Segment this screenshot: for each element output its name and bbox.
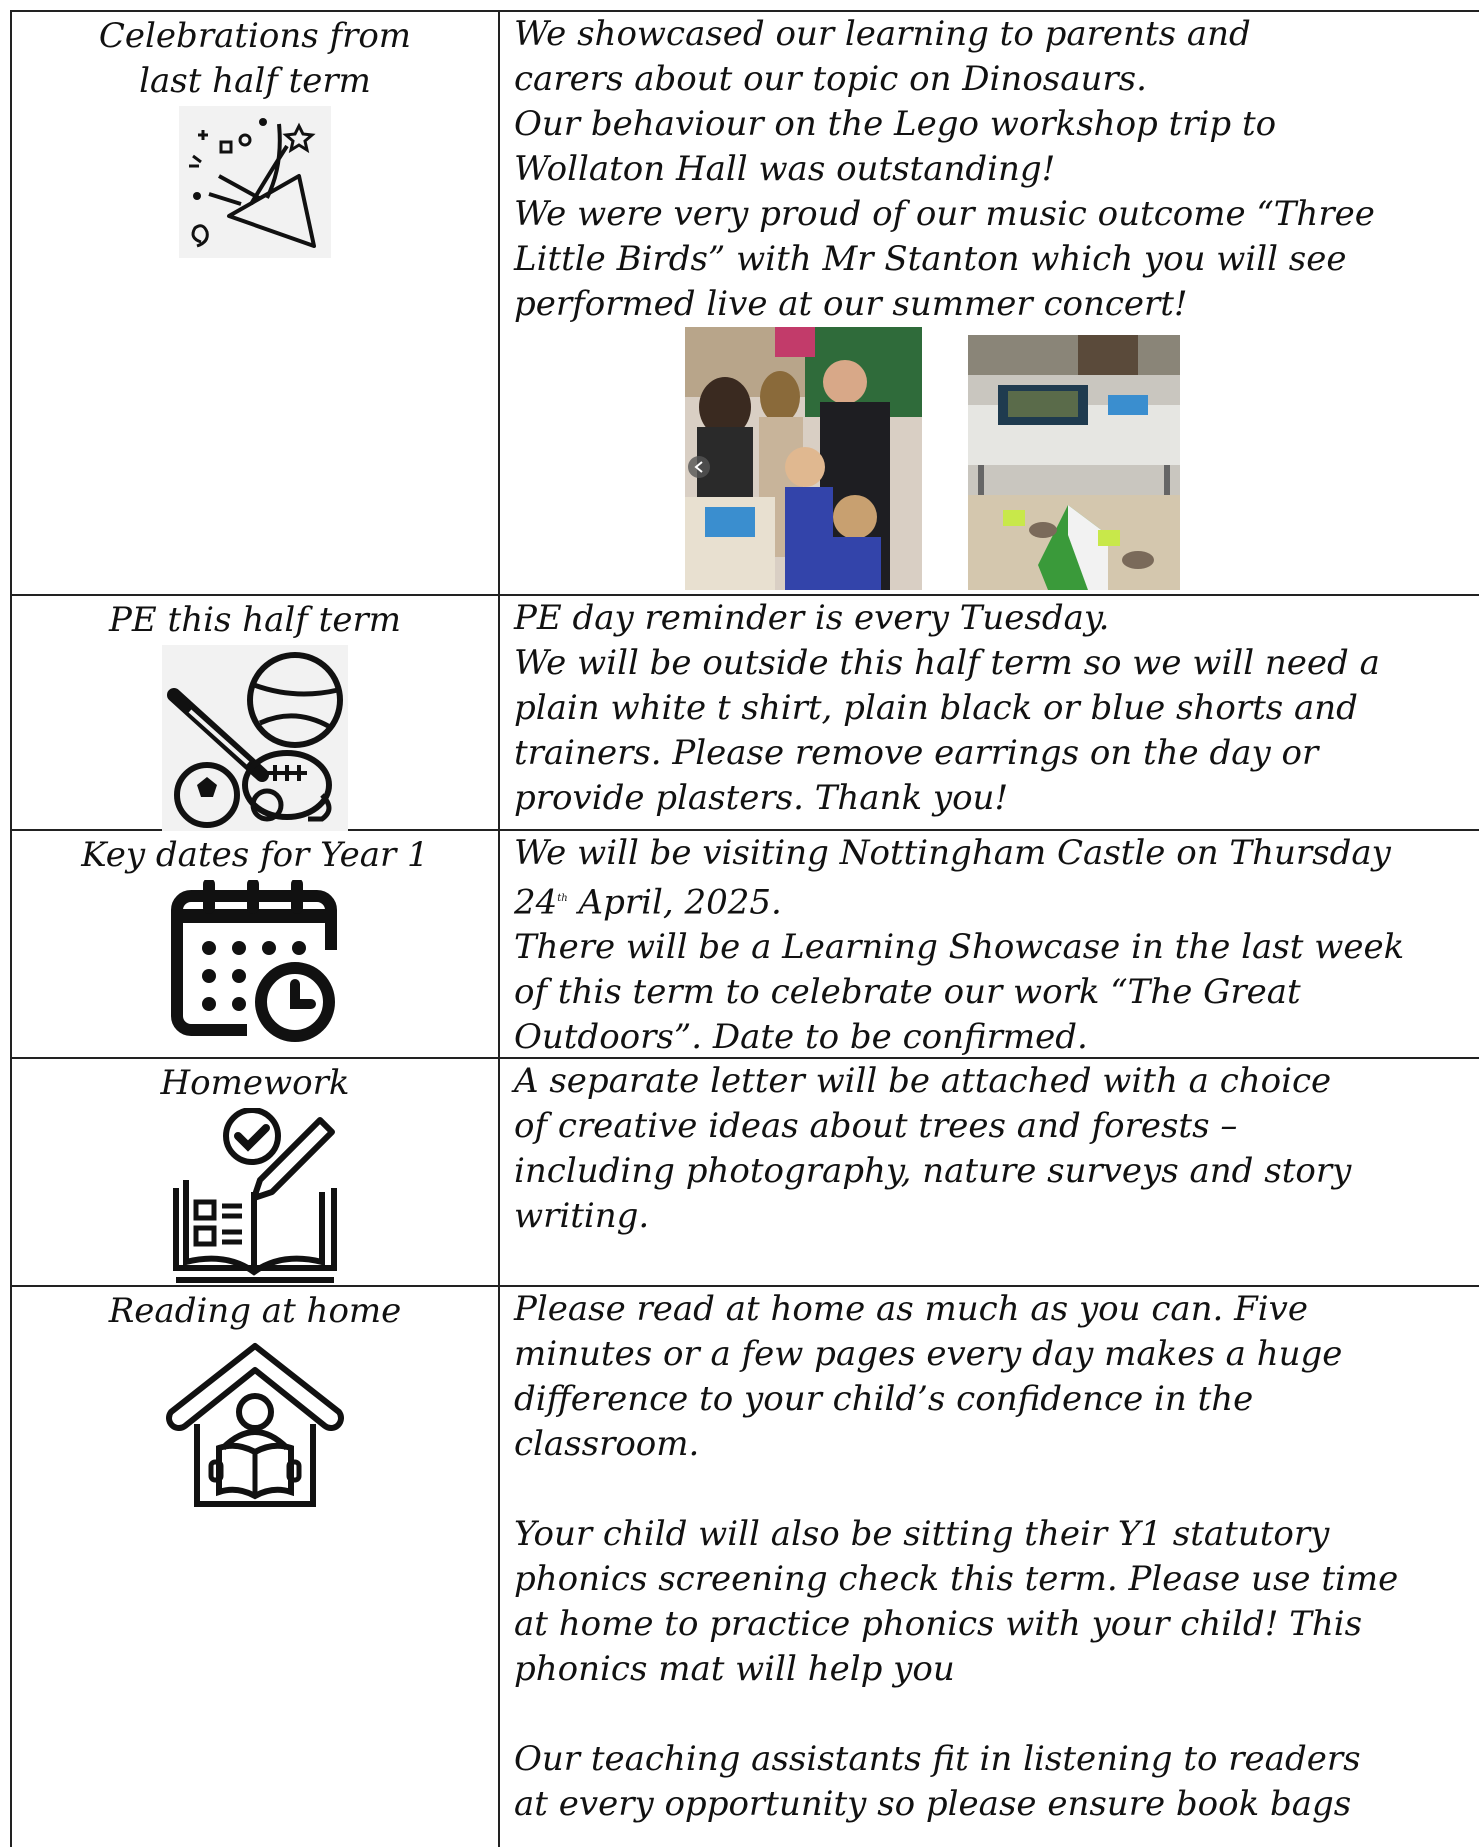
homework-heading: Homework	[160, 1063, 350, 1103]
text-line: There will be a Learning Showcase in the last week	[514, 927, 1405, 968]
calendar-clock-icon	[167, 880, 343, 1044]
pe-heading: PE this half term	[109, 600, 401, 640]
row-celebrations	[12, 12, 1479, 596]
text-line: Outdoors”. Date to be confirmed.	[514, 1017, 1088, 1058]
text-line: at home to practice phonics with your child! This	[514, 1604, 1363, 1644]
reading-house-icon	[157, 1336, 353, 1508]
text-line: writing.	[514, 1196, 650, 1236]
dinosaur-models-photo	[968, 335, 1180, 590]
text-line: difference to your child’s confidence in the	[514, 1379, 1254, 1419]
cell-key-dates-content	[500, 831, 1479, 1057]
reading-heading: Reading at home	[108, 1291, 402, 1331]
text-line: We were very proud of our music outcome “Three	[514, 194, 1375, 234]
cell-reading-heading	[12, 1287, 500, 1847]
text-line: Our behaviour on the Lego workshop trip to	[514, 104, 1277, 144]
text-line: PE day reminder is every Tuesday.	[514, 598, 1110, 638]
text-line: Your child will also be sitting their Y1 statutory	[514, 1514, 1330, 1554]
cell-pe-content	[500, 596, 1479, 829]
row-reading	[12, 1287, 1479, 1847]
paragraph-gap	[514, 1467, 1479, 1512]
text-line: Wollaton Hall was outstanding!	[514, 149, 1056, 189]
text-line: Our teaching assistants fit in listening to readers	[514, 1739, 1361, 1779]
text-line: We will be visiting Nottingham Castle on Thursday	[514, 833, 1391, 873]
text-line: trainers. Please remove earrings on the day or	[514, 733, 1319, 773]
learning-showcase-photo	[685, 327, 922, 590]
text-line: provide plasters. Thank you!	[514, 778, 1009, 818]
row-pe	[12, 596, 1479, 831]
key-dates-heading: Key dates for Year 1	[81, 835, 429, 875]
text-line: Little Birds” with Mr Stanton which you will see	[514, 239, 1347, 279]
cell-pe-heading	[12, 596, 500, 829]
text-line	[514, 876, 1479, 925]
date-rest: April, 2025.	[567, 882, 782, 923]
cell-homework-content	[500, 1059, 1479, 1285]
cell-celebrations-heading	[12, 12, 500, 594]
text-line: of this term to celebrate our work “The Great	[514, 972, 1301, 1013]
text-line: including photography, nature surveys and story	[514, 1151, 1352, 1191]
text-line: We will be outside this half term so we will need a	[514, 643, 1380, 683]
text-line: at every opportunity so please ensure book bags	[514, 1784, 1352, 1824]
sports-equipment-icon	[162, 645, 348, 831]
text-line: of creative ideas about trees and forests –	[514, 1106, 1238, 1146]
celebrations-heading: Celebrations from last half term	[98, 16, 412, 101]
row-homework	[12, 1059, 1479, 1287]
text-line: performed live at our summer concert!	[514, 284, 1188, 324]
date-day: 24	[514, 882, 558, 923]
text-line: Please read at home as much as you can. Five	[514, 1289, 1308, 1329]
party-popper-icon	[179, 106, 331, 258]
text-line: plain white t shirt, plain black or blue shorts and	[514, 688, 1358, 728]
date-ordinal: th	[557, 893, 568, 904]
text-line: A separate letter will be attached with a choice	[514, 1061, 1332, 1101]
text-line: minutes or a few pages every day makes a huge	[514, 1334, 1343, 1374]
cell-reading-content	[500, 1287, 1479, 1847]
homework-book-icon	[170, 1108, 340, 1284]
paragraph-gap	[514, 1692, 1479, 1737]
newsletter-table	[10, 10, 1479, 1847]
text-line: classroom.	[514, 1424, 700, 1464]
cell-homework-heading	[12, 1059, 500, 1285]
text-line: phonics screening check this term. Please use time	[514, 1559, 1399, 1599]
text-line: carers about our topic on Dinosaurs.	[514, 59, 1147, 99]
row-key-dates	[12, 831, 1479, 1059]
cell-key-dates-heading	[12, 831, 500, 1057]
photo-strip	[514, 327, 1479, 590]
text-line: phonics mat will help you	[514, 1649, 955, 1689]
text-line: We showcased our learning to parents and	[514, 14, 1251, 54]
cell-celebrations-content	[500, 12, 1479, 594]
